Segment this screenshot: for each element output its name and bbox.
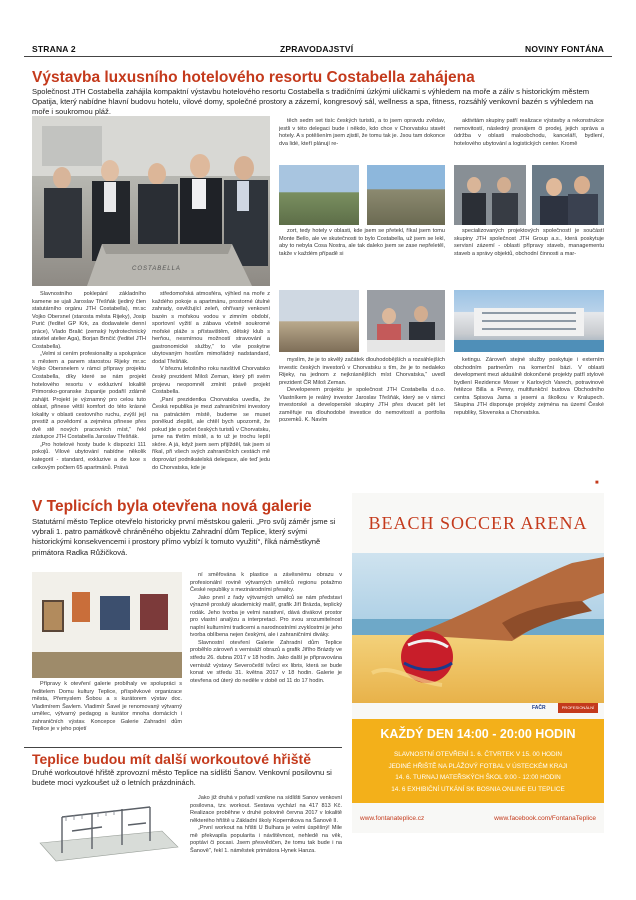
ad-event-opening: SLAVNOSTNÍ OTEVŘENÍ 1. 6. ČTVRTEK V 15. 00 HODIN	[393, 751, 563, 758]
article-workout-lead: Druhé workoutové hřiště zprovozní město Teplice na sídlišti Šanov. Venkovní posilovnu si budete moci vyzkoušet už o letních prázdninách.	[32, 768, 332, 788]
ad-beach-graphic	[352, 553, 604, 703]
groundbreaking-photo	[32, 116, 270, 286]
gallery-photo-graphic	[32, 572, 182, 678]
construction-photo	[279, 290, 359, 352]
ad-website-link[interactable]: www.fontanateplice.cz	[360, 815, 425, 822]
article-workout-col-p2: „První workout na hřišti U Bulhara je velmi úspěšný! Mile mě překvapila popularita i návštěvnost, nehledě na věk, poptávi či pocasi. Jsem přesvědčen, že tomu tak bude i na Šanově“, řekl 1. náměstek primátora Hynek Hanza.	[190, 825, 342, 854]
workout-playground-illustration	[32, 795, 182, 863]
article-gallery-col-p3: Slavnostní otevření Galerie Zahradní dům Teplice proběhlo zároveň s vernisáží obrazů a grafik Jiřího Brázdy ve středu 26. dubna 2017 v 18 hodin. Jako další je připravována vernisáž výstavy Severočeští tvůrci ex libris, která se bude konat ve středu 31. května 2017 v 18 hodin. Galerie je otevřena od úterý do neděle v době od 11 do 17 hodin.	[190, 639, 342, 684]
article-workout-col-p1: Jako již druhá v pořadí vznikne na sídlišti Šanov venkovní posilovna, tzv. workout. Sestava vychází na 417 813 Kč. Realizace proběhne v druhé polovině června 2017 v lokalitě některého hřiště u Základní školy Kopernikova na Šanově II.	[190, 795, 342, 824]
article-gallery-col-p2: Jako první z řady výtvarných umělců se nám představí výrazně proslulý akademický malíř, grafik Jiří Brázda, teplický rodák. Jeho tvorba je velmi narativní, dává divákovi prostor pro vlastní analýzu a interpretaci. Pro svou srozumitelnost naplní kulturními tradicemi a narodnostními zvyklostmi je jeho tvorba oblíbena nejen českými, ale i zahraničními diváky.	[190, 594, 342, 639]
ad-title: BEACH SOCCER ARENA	[368, 513, 588, 533]
article-costabella-col3-p4: Developerem projektu je společnost JTH Costabella d.o.o. Vlastníkem je reálný investor Jaroslav Třešňák, který se v rámci investorské a developerské skupiny JTH přes dvacet pět let zaměřuje na dlouhodobé investice do nemovitostí a portfolia pozemků. K. Navím	[279, 387, 445, 424]
ad-logo-facr: FAČR	[532, 705, 546, 711]
article-costabella-col2-p3: „Paní prezidentka Chorvatska uvedla, že Česká republika je mezi zahraničními investory na patnáctém místě, budeme se muset poněkud zlepšit, ale chtěl bych upozornit, že pokud jde o počet českých turistů v Chorvatsku, jsme na třetím místě, a to už je trochu lepší skóre. A já, když jsem sem přijížděl, tak jsem si říkal, při všech svých zahraničních cestách mě doprovází podnikatelská delegace, ale teď jedu do Chorvatska, kde je	[152, 396, 270, 471]
ad-info-band	[352, 719, 604, 803]
article-gallery-title: V Teplicích byla otevřena nová galerie	[32, 498, 312, 515]
article-costabella-title: Výstavba luxusního hotelového resortu Costabella zahájena	[32, 69, 475, 86]
article-gallery-lead: Statutární město Teplice otevřelo historicky první městskou galerii. „Pro svůj záměr jsme si vybrali 1. patro památkově chráněného objektu Zahradní dům Teplice, který svými historickými konsekvencemi i prostory přímo vybízí k tomuto využití“, říká náměstkyně primátora Radka Růžičková.	[32, 517, 336, 557]
ad-logo-partner: PROFESIONÁLNÍ	[558, 703, 598, 713]
stone-inscription: COSTABELLA	[132, 266, 181, 272]
article-costabella-col4-p2: specializovaných projektových společností je součástí skupiny JTH společnost JTH Group a.s., která poskytuje servisní zázemí - oblasti přípravy staveb, managementu staveb a správy objektů, obchodní činnosti a mar-	[454, 228, 604, 257]
resort-visualization	[454, 290, 604, 352]
article-end-mark: ■	[595, 480, 599, 486]
beach-soccer-ad[interactable]	[352, 493, 604, 833]
newspaper-name: NOVINY FONTÁNA	[525, 44, 605, 54]
ad-event-exhibition: 14. 6 EXHIBIČNÍ UTKÁNÍ SK BOSNIA ONLINE EU TEPLICE	[391, 785, 565, 793]
article-costabella-col3-c	[279, 357, 445, 487]
header-rule	[24, 56, 612, 57]
group-photo-men	[454, 165, 526, 225]
article-costabella-lead: Společnost JTH Costabella zahájila kompaktní výstavbu hotelového resortu Costabella s tradičními úzkými uličkami s výhledem na moře a záliv s historickým městem Opatija, který nabídne hlavní budovu hotelu, vilové domy, společné prostory a zázemí, kongresový sál, wellness a spa, fitness, rozsáhlý venkovní bazén s výhledem na moře i soukromou pláž.	[32, 87, 594, 117]
article-costabella-col1-p3: „Pro hotelové hosty bude k dispozici 111 pokojů. Vilové ubytování nabídne několik kategorií - standard, exkluzive a de luxe s celkovým počtem 65 apartmánů. Prává	[32, 441, 146, 471]
article-gallery-caption-text: Přípravy k otevření galerie probíhaly ve spolupráci s ředitelem Domu kultury Teplice, příspěvkové organizace města, Přemyslem Šobou a s kurátorem výstav doc. Vladimírem Šavlem. Vladimír Šavel je renomovaný výtvarný umělec, výtvarný pedagog a kurátor mnoha domácích i zahraničních výstav. Koncepce Galerie Zahradní dům Teplice je v jeho pojetí	[32, 681, 182, 733]
conference-photo-graphic	[367, 290, 445, 352]
two-men-photo-graphic	[532, 165, 604, 225]
section-label: ZPRAVODAJSTVÍ	[280, 44, 354, 54]
ad-hours: KAŽDÝ DEN 14:00 - 20:00 HODIN	[380, 727, 576, 741]
article-costabella-col2	[152, 291, 270, 487]
article-costabella-col1-p2: „Velmi si cením profesionality a spolupráce s městem a panem starostou Rijeky mr.sc Vojko Obersnelem v rámci přípravy projektu Costabella, díky které se nám projekt hotelového resortu v exkluzivní lokalitě Primorsko-goranske županije podařil zdárně zahájit. Projekt je významný pro celou tuto oblast, přinese větší komfort do této krásné lokality v oblasti cestovního ruchu, zvýší její prestiž a povědomí a zejména přinese přes dvě stě nových pracovních míst,“ řekl zástupce JTH Costabella Jaroslav Třešňák.	[32, 351, 146, 441]
resort-site-photo-2	[367, 165, 445, 225]
ad-event-list	[352, 749, 604, 795]
article-costabella-col4-p1: aktivitám skupiny patří realizace výstavby a rekonstrukce nemovitostí, následný pronájem či prodej, jejich správa a údržba v oblasti maloobchodu, kanceláří, bydlení, hotelového ubytování a logistických center. Kromě	[454, 118, 604, 147]
ad-event-tournament: 14. 6. TURNAJ MATEŘSKÝCH ŠKOL 9:00 - 12:00 HODIN	[395, 774, 561, 781]
article-costabella-col1-p1: Slavnostního poklepání základního kamene se ujali Jaroslav Třešňák (jediný člen statutárního orgánu JTH Costabella), mr.sc Vojko Obersnel (starosta města Rijeky), Josip Purić (ředitel GP Krk, za dodavatele denní práce), Vlado Bralić (zemský hydrotechnický stavitel atelier Aga), Borjan Brnčić (ředitel JTH Costabella).	[32, 291, 146, 350]
workout-playground-graphic	[32, 795, 182, 863]
article-costabella-col3-p1: těch sedm set tisíc českých turistů, a to jsem opravdu zvědav, jestli v této delegaci bude i někdo, kdo chce v Chorvatsku stavět hotely. A s potěšením jsem zjistil, že tomu tak je. Jsou tam dokonce dva lidé, kteří plánují re-	[279, 118, 445, 147]
article-workout-rule	[24, 747, 342, 748]
article-costabella-col4-c	[454, 357, 604, 487]
article-workout-title: Teplice budou mít další workoutové hřiště	[32, 751, 312, 767]
article-costabella-col4-p3: ketingu. Zároveň stejné služby poskytuje i externím obchodním partnerům na komerční bázi. V oblasti development mezi aktuálně dokončené projekty patří stylové bydlení Rezidence Moser v Karlových Varech, potravinové řetězce Billa a Penny, multifunkční budova Obchodního centra Spisova Jama s jesemi a školkou v Kralupech. Skupina JTH disponuje projekty zejména na území České republiky, Slovenska a Chorvatska.	[454, 357, 604, 416]
page-number-label: STRANA 2	[32, 44, 76, 54]
groundbreaking-photo-graphic	[32, 116, 270, 286]
article-gallery-col	[190, 572, 342, 744]
ad-event-only-field: JEDINÉ HŘIŠTĚ NA PLÁŽOVÝ FOTBAL V ÚSTECKÉM KRAJI	[388, 762, 568, 770]
article-costabella-col3	[279, 118, 445, 163]
article-costabella-col3-p3: myslím, že je to skvělý začátek dlouhodobějších a rozsáhlejších investic českých investorů v Chorvatsku s tím, že je to nedaleko Rijeky, na jednom z nejkrásnějších míst Chorvatska,“ uvedl prezident ČR Miloš Zeman.	[279, 357, 445, 386]
ad-facebook-link[interactable]: www.facebook.com/FontanaTeplice	[494, 815, 596, 822]
article-costabella-col1	[32, 291, 146, 487]
resort-site-photo-1	[279, 165, 359, 225]
resort-visualization-graphic	[454, 290, 604, 352]
article-costabella-col3-b	[279, 228, 445, 288]
article-costabella-col4-b	[454, 228, 604, 288]
article-costabella-col3-p2: zort, tedy hotely v oblasti, kde jsem se přetekl, říkal jsem tomu Monte Bello, ale ve skutečnosti to bylo Costabella, už jsem se lekl, aby to nebyla Cosa Nostra, ale tak daleko jsem se zase nepřeletěl, takže v každém případě si	[279, 228, 445, 257]
article-costabella-col2-p2: V březnu letošního roku navštívil Chorvatsko český prezident Miloš Zeman, který při svém projevu neopomněl zmínit právě projekt Costabella.	[152, 366, 270, 396]
two-men-photo	[532, 165, 604, 225]
conference-photo	[367, 290, 445, 352]
gallery-photo	[32, 572, 182, 678]
article-costabella-col2-p1: středomořská atmosféra, výhled na moře z každého pokoje a apartmánu, prostorné útulné zahrady, osvěžující zeleň, ohřívaný venkovní bazén s mořskou vodou v zimním období, sportovní vyžití a zábava včetně soukromé mořské pláže s přístavištěm, dětský klub s herňou, nesmírnou možností stravování a gastronomické služby,“ to vše poskytne ubytovaným hostům mimořádný nadstandard, dodal Třešňák.	[152, 291, 270, 365]
article-gallery-col-p1: ní směřována k plastice a závěsnému obrazu v profesionální rovině výtvarných umělců regionu potažmo České republiky s mezinárodními přesahy.	[190, 572, 342, 594]
article-workout-col	[190, 795, 342, 869]
article-gallery-caption	[32, 681, 182, 743]
article-costabella-col4	[454, 118, 604, 163]
group-photo-men-graphic	[454, 165, 526, 225]
